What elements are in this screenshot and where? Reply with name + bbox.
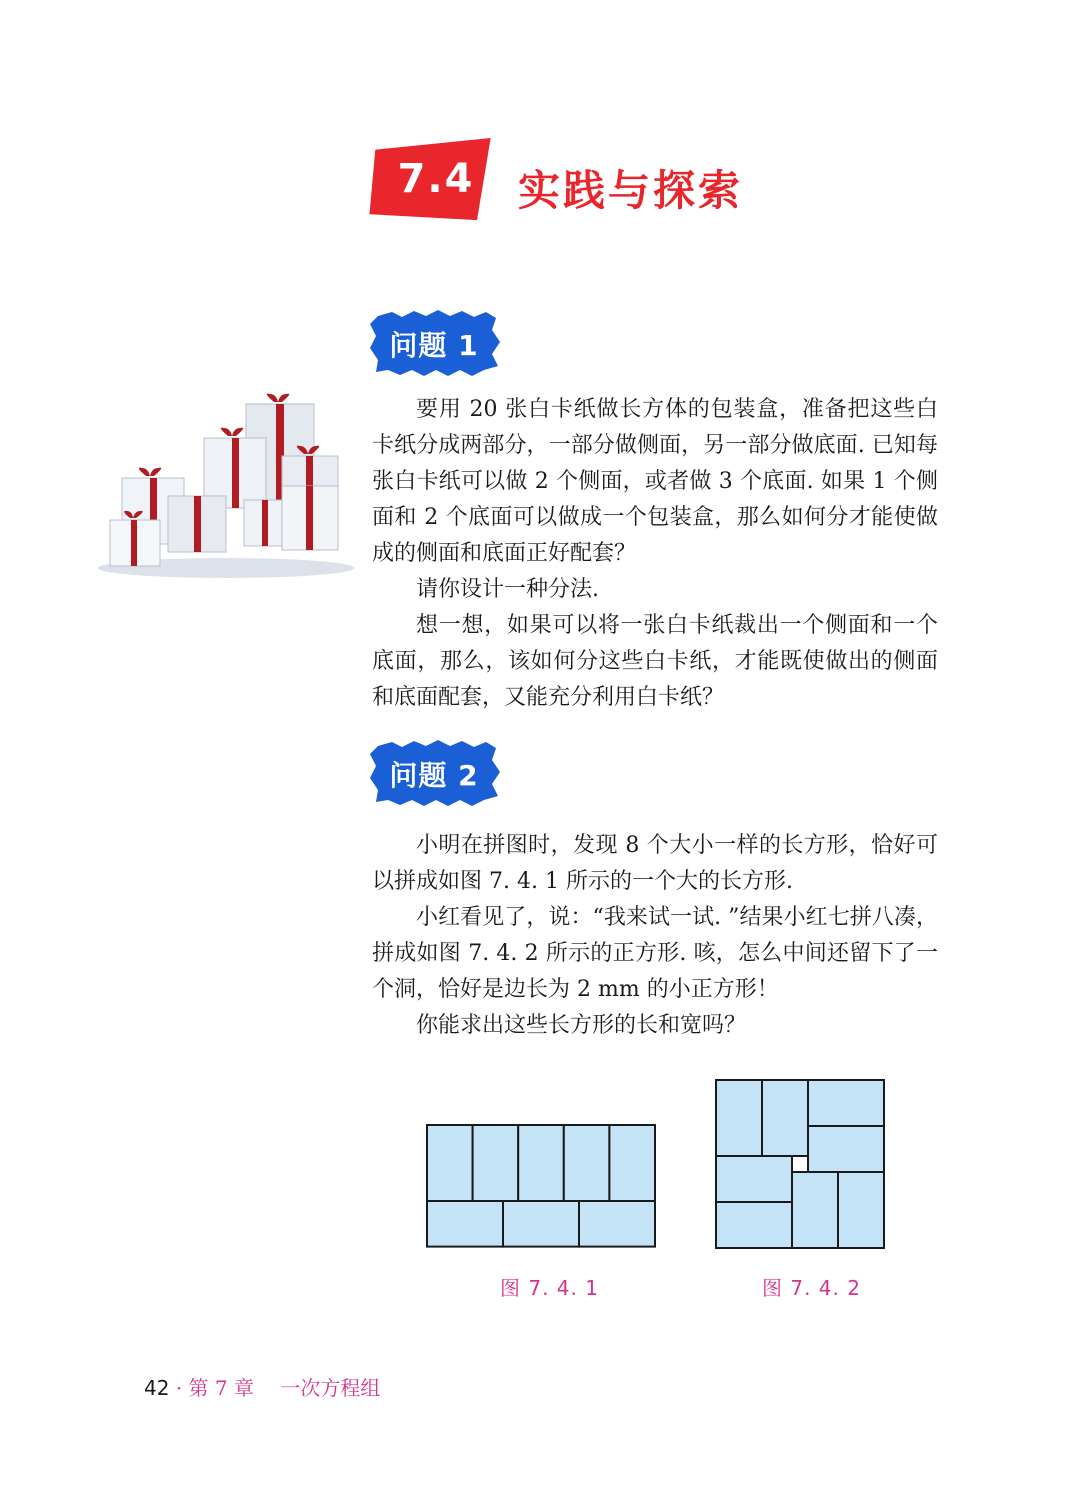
rectangle-piece	[473, 1125, 519, 1201]
rectangle-piece	[716, 1202, 792, 1248]
rectangle-piece	[808, 1126, 884, 1172]
figure-7-4-2-caption: 图 7. 4. 2	[762, 1276, 861, 1300]
problem-1-paragraph: 请你设计一种分法.	[416, 577, 599, 602]
problem-2-paragraph: 小红看见了，说：“我来试一试. ”结果小红七拼八凑，拼成如图 7. 4. 2 所示的正方形. 咳，怎么中间还留下了一个洞，恰好是边长为 2 mm 的小正方形！	[372, 905, 938, 1002]
rectangle-piece	[838, 1172, 884, 1248]
section-title: 实践与探索	[518, 166, 744, 215]
problem-1-badge	[368, 308, 504, 378]
rectangle-piece	[762, 1080, 808, 1156]
problem-2-paragraph: 小明在拼图时，发现 8 个大小一样的长方形，恰好可以拼成如图 7. 4. 1 所示的一个大的长方形.	[372, 833, 938, 894]
rectangle-piece	[792, 1172, 838, 1248]
rectangle-piece	[716, 1156, 792, 1202]
rectangle-piece	[579, 1201, 655, 1247]
problem-2-label: 问题 2	[389, 759, 479, 792]
section-number: 7.4	[397, 156, 475, 202]
rectangle-piece	[427, 1125, 473, 1201]
problem-1-label: 问题 1	[389, 329, 479, 362]
rectangle-piece	[609, 1125, 655, 1201]
gift-boxes-image	[96, 392, 358, 578]
figure-7-4-1-caption: 图 7. 4. 1	[500, 1276, 599, 1300]
problem-1-paragraph: 要用 20 张白卡纸做长方体的包装盒，准备把这些白卡纸分成两部分，一部分做侧面，另一部分做底面. 已知每张白卡纸可以做 2 个侧面，或者做 3 个底面. 如果 1 个侧面和 2 个底面可以做成一个包装盒，那么如何分才能使做成的侧面和底面正好配套？	[372, 397, 938, 566]
problem-2-badge	[368, 738, 504, 808]
figure-7-4-1	[424, 1122, 660, 1250]
rectangle-piece	[518, 1125, 564, 1201]
chapter-title: · 第 7 章 一次方程组	[175, 1376, 381, 1400]
rectangle-piece	[808, 1080, 884, 1126]
rectangle-piece	[427, 1201, 503, 1247]
rectangle-piece	[503, 1201, 579, 1247]
problem-1-paragraph: 想一想，如果可以将一张白卡纸裁出一个侧面和一个底面，那么，该如何分这些白卡纸，才能既使做出的侧面和底面配套，又能充分利用白卡纸？	[372, 613, 938, 710]
figure-7-4-2	[712, 1076, 888, 1252]
page-number: 42	[144, 1376, 170, 1400]
rectangle-piece	[564, 1125, 610, 1201]
section-header	[368, 136, 788, 226]
problem-2-paragraph: 你能求出这些长方形的长和宽吗？	[416, 1013, 747, 1038]
page-footer	[144, 1372, 380, 1401]
center-hole	[792, 1156, 808, 1172]
rectangle-piece	[716, 1080, 762, 1156]
